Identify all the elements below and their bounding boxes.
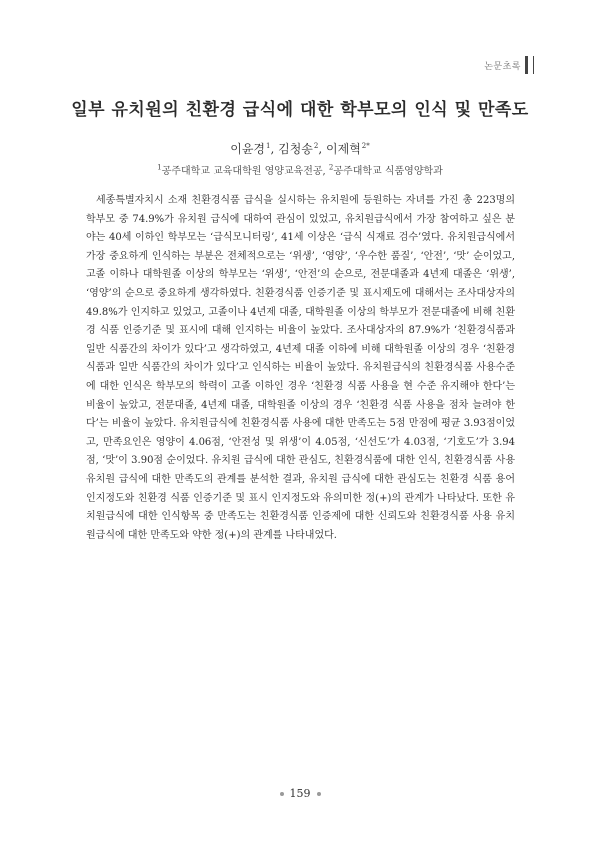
author-affiliation-mark: 2* xyxy=(361,142,370,150)
affiliation-text: 공주대학교 식품영양학과 xyxy=(333,166,443,177)
author-list xyxy=(0,140,600,157)
author-name: 김청송 xyxy=(278,142,313,156)
author-affiliation-mark: 1 xyxy=(266,142,271,150)
author-name: 이윤경 xyxy=(230,142,266,156)
affiliations xyxy=(0,162,600,177)
affiliation-mark: 1 xyxy=(157,163,162,172)
author-name: 이제혁 xyxy=(326,142,361,156)
bullet-dot-icon xyxy=(280,792,284,796)
affiliation-mark: 2 xyxy=(328,163,334,172)
running-head-bar xyxy=(525,56,528,74)
author-separator: , xyxy=(318,142,327,156)
affiliation-text: 공주대학교 교육대학원 영양교육전공, xyxy=(161,166,329,177)
page-number: 159 xyxy=(289,787,311,800)
bullet-dot-icon xyxy=(317,792,321,796)
abstract-body: 세종특별자치시 소재 친환경식품 급식을 실시하는 유치원에 등원하는 자녀를 가진 총 223명의 학부모 중 74.9%가 유치원 급식에 대하여 관심이 있었고, 유치원급식에서 가장 참여하고 싶은 분야는 40세 이하인 학부모는 ‘급식모니터링’, 41세 이상은 ‘급식 식재료 검수’였다. 유치원급식에서 가장 중요하게 인식하는 부분은 전체적으로는 ‘위생’, ‘영양’, ‘우수한 품질’, ‘안전’, ‘맛’ 순이었고, 고졸 이하나 대학원졸 이상의 학부모는 ‘위생’, ‘안전’의 순으로, 전문대졸과 4년제 대졸은 ‘위생’, ‘영양’의 순으로 중요하게 생각하였다. 친환경식품 인증기준 및 표시제도에 대해서는 조사대상자의 49.8%가 인지하고 있었고, 고졸이나 4년제 대졸, 대학원졸 이상의 학부모가 전문대졸에 비해 친환경 식품 인증기준 및 표시에 대해 인지하는 비율이 높았다. 조사대상자의 87.9%가 ‘친환경식품과 일반 식품간의 차이가 있다’고 생각하였고, 4년제 대졸 이하에 비해 대학원졸 이상의 경우 ‘친환경 식품과 일반 식품간의 차이가 있다’고 인식하는 비율이 높았다. 유치원급식의 친환경식품 사용수준에 대한 인식은 학부모의 학력이 고졸 이하인 경우 ‘친환경 식품 사용을 현 수준 유지해야 한다’는 비율이 높았고, 전문대졸, 4년제 대졸, 대학원졸 이상의 경우 ‘친환경 식품 사용을 점차 늘려야 한다’는 비율이 높았다. 유치원급식에 친환경식품 사용에 대한 만족도는 5점 만점에 평균 3.93점이었고, 만족요인은 영양이 4.06점, ‘안전성 및 위생’이 4.05점, ‘신선도’가 4.03점, ‘기호도’가 3.94점, ‘맛’이 3.90점 순이었다. 유치원 급식에 대한 관심도, 친환경식품에 대한 인식, 친환경식품 사용 유치원 급식에 대한 만족도의 관계를 분석한 결과, 유치원 급식에 대한 관심도는 친환경 식품 용어 인지정도와 친환경 식품 인증기준 및 표시 인지정도와 유의미한 정(+)의 관계가 나타났다. 또한 유치원급식에 대한 인식항목 중 만족도는 친환경식품 인증제에 대한 신뢰도와 친환경식품 사용 유치원급식에 대한 만족도와 약한 정(+)의 관계를 나타내었다. xyxy=(86,195,515,541)
page-footer xyxy=(0,787,600,800)
running-head-bar-thin xyxy=(533,56,534,74)
running-head-label: 논문초록 xyxy=(484,61,521,72)
paper-title: 일부 유치원의 친환경 급식에 대한 학부모의 인식 및 만족도 xyxy=(71,100,529,120)
author-separator: , xyxy=(270,142,279,156)
author-affiliation-mark: 2 xyxy=(313,142,319,150)
running-head xyxy=(484,56,534,74)
